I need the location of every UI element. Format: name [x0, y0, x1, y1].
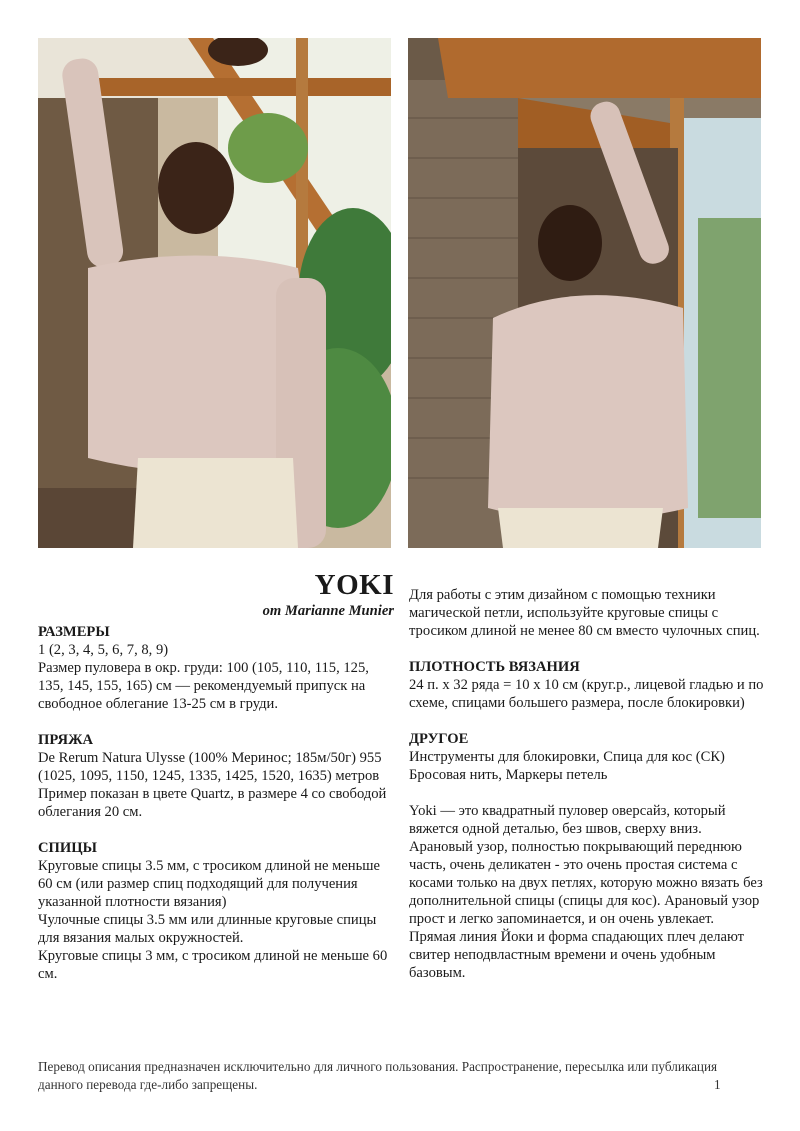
sizes-line: Размер пуловера в окр. груди: 100 (105, 110, 115, 125, 135, 145, 155, 165) см — рекомендуемый припуск на свободное облегание 13-25 см в груди. — [38, 660, 369, 712]
section-heading-notions: ДРУГОЕ — [409, 731, 469, 747]
sizes-line: 1 (2, 3, 4, 5, 6, 7, 8, 9) — [38, 642, 169, 658]
photo-front-illustration — [38, 38, 391, 548]
pattern-description: Yoki — это квадратный пуловер оверсайз, который вяжется одной деталью, без швов, сверху вниз. Арановый узор, полностью покрывающий переднюю часть, очень деликатен - это очень простая система с косами только на двух петлях, которую можно вязать без дополнительной спицы (спицы для кос). Арановый узор прост и легко запоминается, и он очень увлекает. Прямая линия Йоки и форма спадающих плеч делают свитер неподвластным времени и очень удобным базовым. — [409, 803, 763, 981]
copyright-notice: Перевод описания предназначен исключительно для личного пользования. Распространение, пересылка или публикация данного перевода где-либо запрещены. — [38, 1059, 718, 1092]
section-heading-yarn: ПРЯЖА — [38, 732, 94, 748]
right-column — [409, 586, 764, 982]
left-column — [38, 568, 394, 983]
pattern-author: от Marianne Munier — [262, 603, 394, 619]
section-heading-sizes: РАЗМЕРЫ — [38, 624, 110, 640]
needles-line: Круговые спицы 3.5 мм, с тросиком длиной не меньше 60 см (или размер спиц подходящий для получения указанной плотности вязания) — [38, 858, 380, 910]
pattern-title: YOKI — [314, 569, 394, 601]
notions-line: Инструменты для блокировки, Спица для кос (СК) Бросовая нить, Маркеры петель — [409, 749, 725, 783]
gauge-line: 24 п. х 32 ряда = 10 х 10 см (круг.р., лицевой гладью и по схеме, спицами большего размера, после блокировки) — [409, 677, 764, 711]
needles-line: Чулочные спицы 3.5 мм или длинные круговые спицы для вязания малых окружностей. — [38, 912, 377, 946]
needles-line: Круговые спицы 3 мм, с тросиком длиной не меньше 60 см. — [38, 948, 388, 982]
section-heading-gauge: ПЛОТНОСТЬ ВЯЗАНИЯ — [409, 659, 580, 675]
photo-front-view — [38, 38, 391, 548]
page-number: 1 — [714, 1077, 721, 1092]
section-heading-needles: СПИЦЫ — [38, 840, 97, 856]
magic-loop-note: Для работы с этим дизайном с помощью техники магической петли, используйте круговые спицы с тросиком длиной не менее 80 см вместо чулочных спиц. — [409, 587, 760, 639]
yarn-line: De Rerum Natura Ulysse (100% Меринос; 185м/50г) 955 (1025, 1095, 1150, 1245, 1335, 1425, 1520, 1635) метров — [38, 750, 382, 784]
photo-back-view — [408, 38, 761, 548]
yarn-line: Пример показан в цвете Quartz, в размере 4 со свободой облегания 20 см. — [38, 786, 387, 820]
photo-back-illustration — [408, 38, 761, 548]
